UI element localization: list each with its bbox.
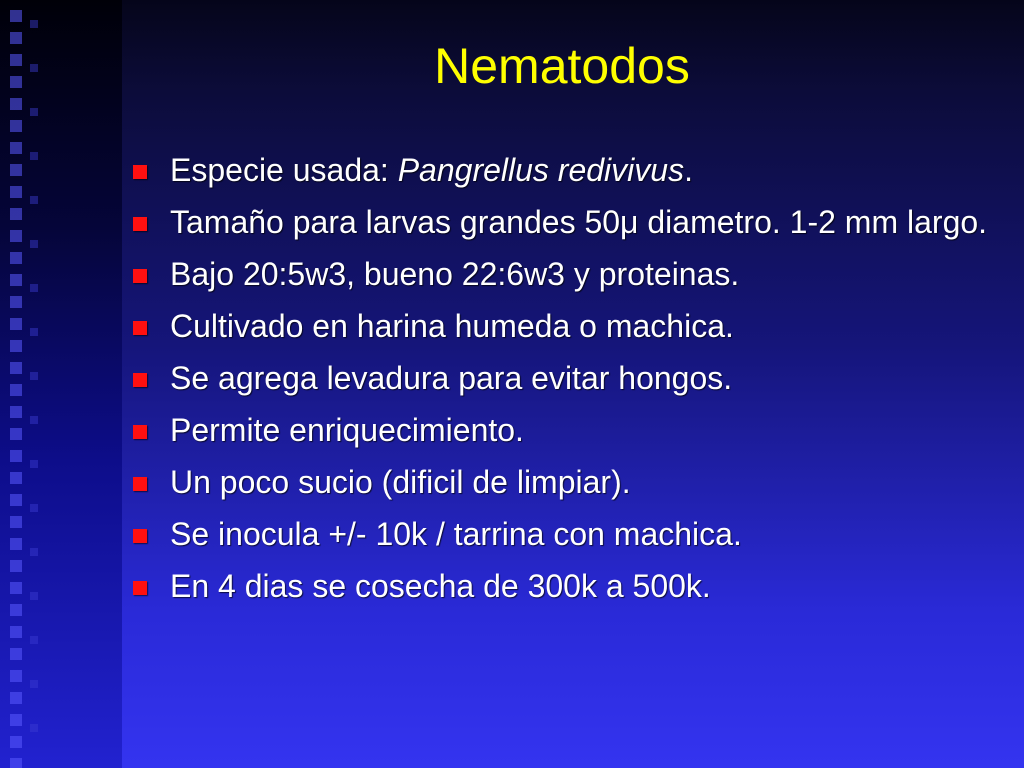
bullet-item bbox=[130, 202, 990, 242]
decorative-square bbox=[10, 692, 22, 704]
decorative-square bbox=[10, 450, 22, 462]
bullet-item bbox=[130, 566, 990, 606]
decorative-square bbox=[30, 108, 38, 116]
decorative-square bbox=[10, 494, 22, 506]
bullet-text: Se inocula +/- 10k / tarrina con machica. bbox=[170, 516, 742, 552]
decorative-squares bbox=[10, 0, 26, 768]
decorative-square bbox=[10, 120, 22, 132]
decorative-square bbox=[30, 460, 38, 468]
decorative-square bbox=[10, 648, 22, 660]
decorative-square bbox=[10, 296, 22, 308]
decorative-square bbox=[10, 340, 22, 352]
decorative-square bbox=[30, 64, 38, 72]
left-decorative-band bbox=[0, 0, 122, 768]
decorative-square bbox=[10, 538, 22, 550]
decorative-square bbox=[10, 32, 22, 44]
decorative-square bbox=[10, 274, 22, 286]
decorative-square bbox=[10, 604, 22, 616]
slide-title: Nematodos bbox=[434, 38, 690, 94]
square-bullet-icon bbox=[133, 425, 147, 439]
decorative-square bbox=[10, 362, 22, 374]
decorative-square bbox=[10, 582, 22, 594]
decorative-square bbox=[10, 76, 22, 88]
bullet-item bbox=[130, 462, 990, 502]
decorative-square bbox=[10, 252, 22, 264]
decorative-square bbox=[30, 680, 38, 688]
decorative-square bbox=[10, 230, 22, 242]
decorative-square bbox=[10, 10, 22, 22]
bullet-list bbox=[130, 150, 990, 618]
decorative-square bbox=[30, 284, 38, 292]
decorative-square bbox=[10, 186, 22, 198]
decorative-square bbox=[10, 318, 22, 330]
bullet-item bbox=[130, 358, 990, 398]
bullet-text: Un poco sucio (dificil de limpiar). bbox=[170, 464, 631, 500]
decorative-square bbox=[10, 428, 22, 440]
decorative-square bbox=[10, 714, 22, 726]
decorative-square bbox=[30, 724, 38, 732]
decorative-square bbox=[30, 592, 38, 600]
decorative-square bbox=[10, 98, 22, 110]
bullet-text-italic: Pangrellus redivivus bbox=[397, 152, 685, 188]
decorative-square bbox=[10, 736, 22, 748]
decorative-square bbox=[10, 142, 22, 154]
decorative-square bbox=[10, 406, 22, 418]
square-bullet-icon bbox=[133, 217, 147, 231]
bullet-text: Cultivado en harina humeda o machica. bbox=[170, 308, 734, 344]
square-bullet-icon bbox=[133, 321, 147, 335]
decorative-square bbox=[10, 516, 22, 528]
decorative-square bbox=[10, 560, 22, 572]
bullet-item bbox=[130, 410, 990, 450]
bullet-text-end: . bbox=[684, 152, 693, 188]
bullet-item bbox=[130, 254, 990, 294]
decorative-square bbox=[30, 372, 38, 380]
decorative-square bbox=[10, 758, 22, 768]
square-bullet-icon bbox=[133, 581, 147, 595]
decorative-square bbox=[10, 164, 22, 176]
square-bullet-icon bbox=[133, 477, 147, 491]
bullet-text: Bajo 20:5w3, bueno 22:6w3 y proteinas. bbox=[170, 256, 740, 292]
bullet-text: Permite enriquecimiento. bbox=[170, 412, 524, 448]
decorative-square bbox=[30, 328, 38, 336]
bullet-item bbox=[130, 150, 990, 190]
bullet-text: Se agrega levadura para evitar hongos. bbox=[170, 360, 733, 396]
bullet-text: Tamaño para larvas grandes 50μ diametro. 1-2 mm largo. bbox=[170, 204, 988, 240]
decorative-square bbox=[30, 416, 38, 424]
decorative-square bbox=[10, 384, 22, 396]
bullet-text: En 4 dias se cosecha de 300k a 500k. bbox=[170, 568, 711, 604]
square-bullet-icon bbox=[133, 373, 147, 387]
square-bullet-icon bbox=[133, 165, 147, 179]
decorative-square bbox=[10, 208, 22, 220]
decorative-square bbox=[10, 626, 22, 638]
decorative-square bbox=[30, 504, 38, 512]
decorative-square bbox=[10, 54, 22, 66]
decorative-square bbox=[30, 636, 38, 644]
bullet-text: Especie usada: bbox=[170, 152, 398, 188]
decorative-square bbox=[10, 472, 22, 484]
decorative-square bbox=[30, 240, 38, 248]
decorative-squares-secondary bbox=[30, 0, 42, 768]
decorative-square bbox=[30, 196, 38, 204]
square-bullet-icon bbox=[133, 529, 147, 543]
bullet-item bbox=[130, 514, 990, 554]
decorative-square bbox=[30, 20, 38, 28]
decorative-square bbox=[30, 152, 38, 160]
decorative-square bbox=[30, 548, 38, 556]
bullet-item bbox=[130, 306, 990, 346]
decorative-square bbox=[10, 670, 22, 682]
square-bullet-icon bbox=[133, 269, 147, 283]
